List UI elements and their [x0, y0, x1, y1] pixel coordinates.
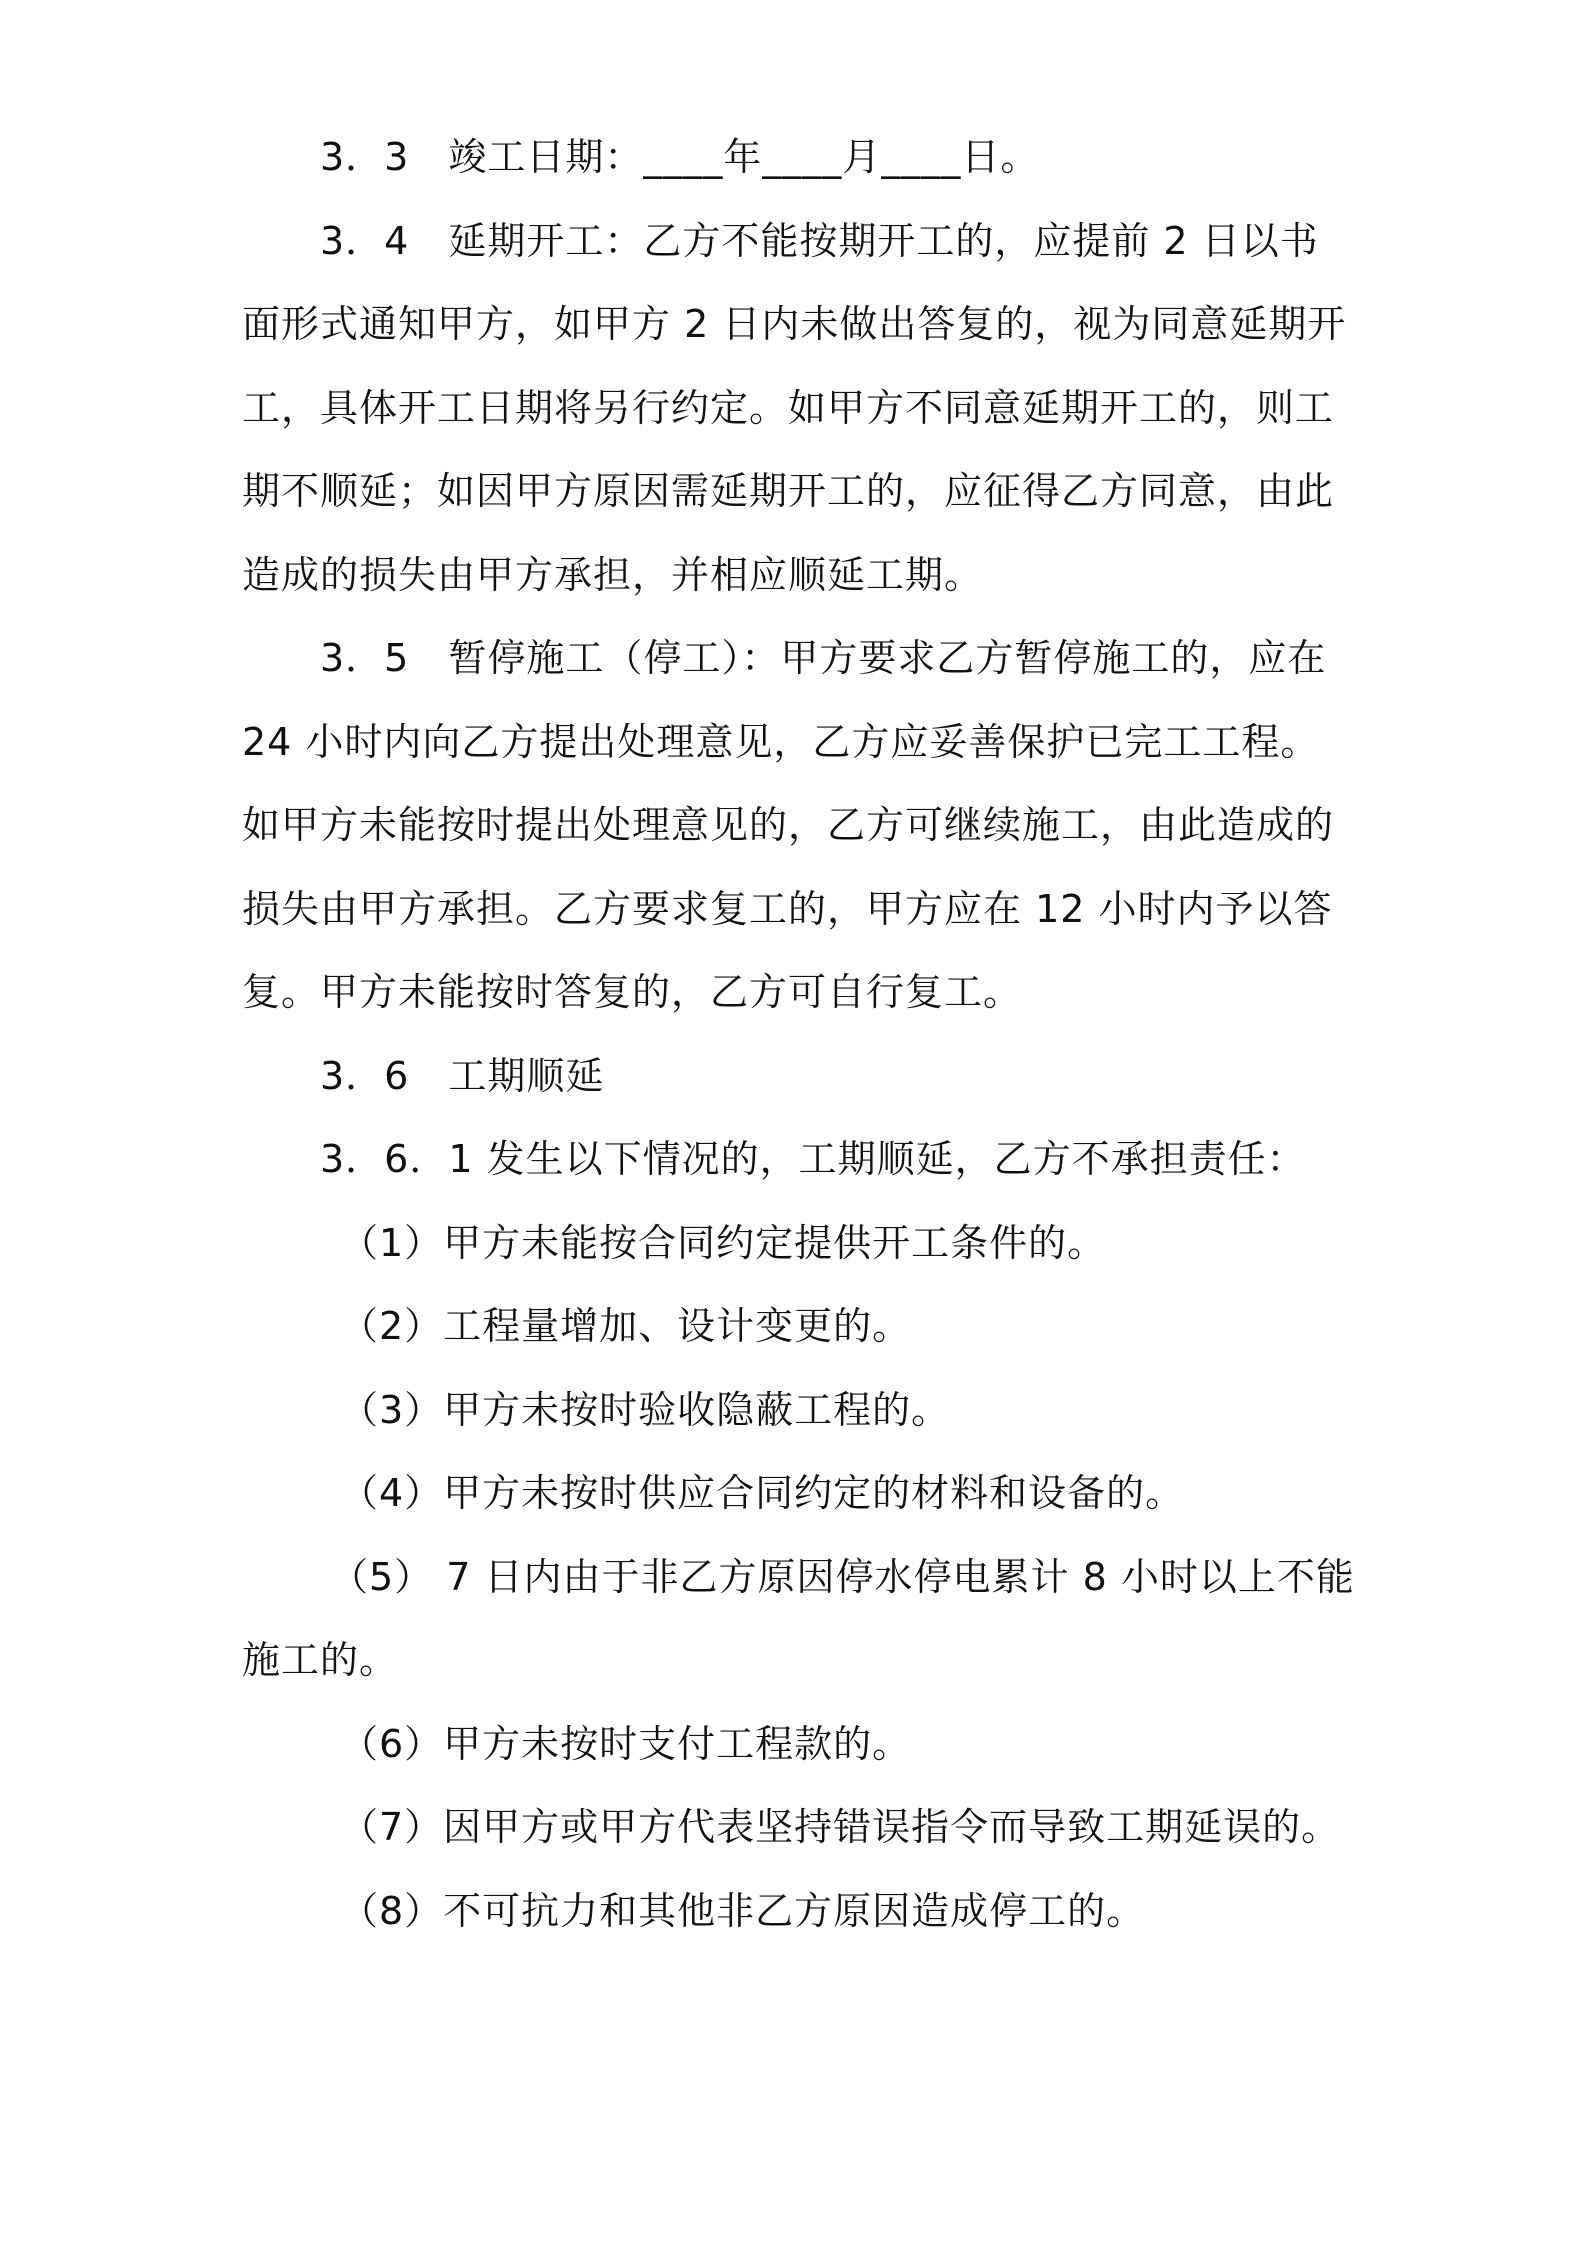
- condition-item-1: （1）甲方未能按合同约定提供开工条件的。: [340, 1220, 1107, 1265]
- condition-item-5-line-2: 施工的。: [242, 1638, 399, 1682]
- clause-3-4-line-3: 工，具体开工日期将另行约定。如甲方不同意延期开工的，则工: [242, 385, 1335, 430]
- condition-item-4: （4）甲方未按时供应合同约定的材料和设备的。: [340, 1471, 1185, 1515]
- clause-3-5-line-5: 复。甲方未能按时答复的，乙方可自行复工。: [242, 970, 1023, 1014]
- clause-3-4-line-5: 造成的损失由甲方承担，并相应顺延工期。: [242, 552, 984, 597]
- condition-item-2: （2）工程量增加、设计变更的。: [340, 1304, 912, 1348]
- clause-3-5-line-3: 如甲方未能按时提出处理意见的，乙方可继续施工，由此造成的: [242, 803, 1335, 847]
- clause-3-6-heading: 3．6 工期顺延: [320, 1053, 605, 1098]
- condition-item-7: （7）因甲方或甲方代表坚持错误指令而导致工期延误的。: [340, 1805, 1341, 1849]
- condition-item-3: （3）甲方未按时验收隐蔽工程的。: [340, 1387, 951, 1432]
- condition-item-6: （6）甲方未按时支付工程款的。: [340, 1721, 912, 1766]
- condition-item-8: （8）不可抗力和其他非乙方原因造成停工的。: [340, 1888, 1146, 1933]
- contract-text: [242, 116, 1355, 1953]
- clause-3-5-line-2: 24 小时内向乙方提出处理意见，乙方应妥善保护已完工工程。: [242, 719, 1320, 764]
- clause-3-4-line-4: 期不顺延；如因甲方原因需延期开工的，应征得乙方同意，由此: [242, 469, 1335, 513]
- clause-3-4-line-1: 3．4 延期开工：乙方不能按期开工的，应提前 2 日以书: [320, 218, 1319, 263]
- clause-3-5-line-4: 损失由甲方承担。乙方要求复工的，甲方应在 12 小时内予以答: [242, 886, 1333, 931]
- clause-3-6-1-intro: 3．6．1 发生以下情况的，工期顺延，乙方不承担责任：: [320, 1137, 1306, 1181]
- clause-3-5-line-1: 3．5 暂停施工（停工）：甲方要求乙方暂停施工的，应在: [320, 636, 1327, 680]
- condition-item-5-line-1: （5） 7 日内由于非乙方原因停水停电累计 8 小时以上不能: [330, 1554, 1355, 1599]
- clause-3-3-completion-date: 3．3 竣工日期：____年____月____日。: [320, 135, 1040, 179]
- clause-3-4-line-2: 面形式通知甲方，如甲方 2 日内未做出答复的，视为同意延期开: [242, 302, 1347, 346]
